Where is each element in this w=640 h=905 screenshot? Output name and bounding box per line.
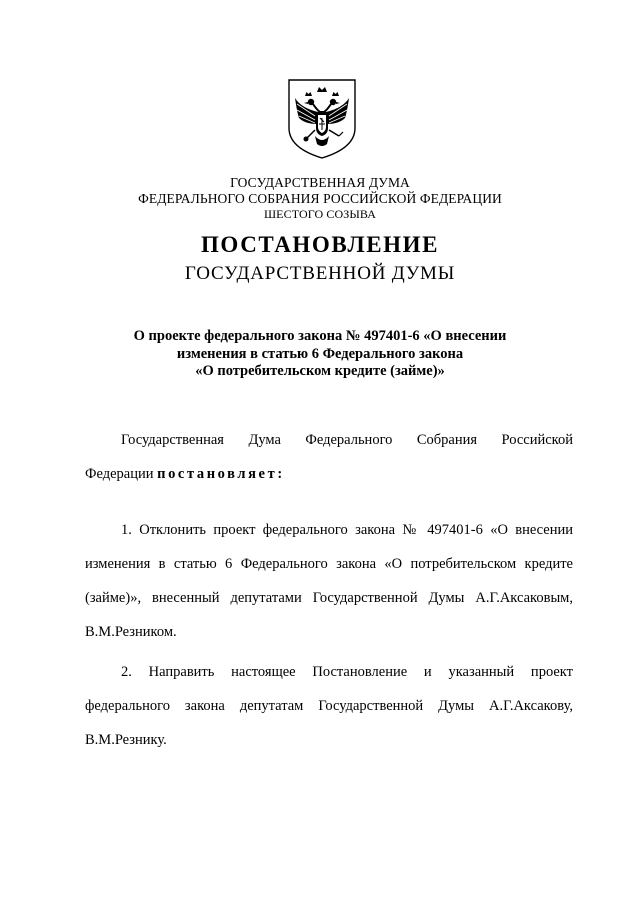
item2-line3: В.М.Резнику.	[85, 732, 167, 748]
org-name-line1: ГОСУДАРСТВЕННАЯ ДУМА	[230, 175, 410, 190]
convocation-label: ШЕСТОГО СОЗЫВА	[263, 207, 377, 221]
preamble-paragraph	[85, 423, 573, 491]
preamble-line2-text: Федерации	[85, 466, 158, 482]
coat-of-arms-russia-icon	[287, 78, 357, 160]
subject-line3: «О потребительском кредите (займе)»	[195, 363, 445, 379]
item1-line1: 1. Отклонить проект федерального закона № 497401-6 «О внесении	[121, 522, 573, 538]
document-subject	[0, 328, 640, 381]
item2-line1: 2. Направить настоящее Постановление и указанный проект	[121, 664, 573, 680]
item1-paragraph	[85, 513, 573, 649]
document-title: ПОСТАНОВЛЕНИЕ	[200, 232, 440, 257]
item1-line2: изменения в статью 6 Федерального закона «О потребительском кредите	[85, 556, 573, 572]
item1-line3: (займе)», внесенный депутатами Государственной Думы А.Г.Аксаковым,	[85, 590, 573, 606]
item1-line4: В.М.Резником.	[85, 624, 177, 640]
item2-paragraph	[85, 655, 573, 757]
decree-word: постановляет:	[157, 466, 285, 482]
preamble-line1: Государственная Дума Федерального Собрания Российской	[121, 432, 573, 448]
org-name-line2: ФЕДЕРАЛЬНОГО СОБРАНИЯ РОССИЙСКОЙ ФЕДЕРАЦИИ	[138, 191, 502, 206]
item2-line2: федерального закона депутатам Государственной Думы А.Г.Аксакову,	[85, 698, 573, 714]
subject-line1: О проекте федерального закона № 497401-6 «О внесении	[133, 328, 507, 344]
preamble-line2	[85, 457, 573, 491]
document-subtitle: ГОСУДАРСТВЕННОЙ ДУМЫ	[184, 263, 456, 284]
subject-line2: изменения в статью 6 Федерального закона	[176, 345, 464, 362]
